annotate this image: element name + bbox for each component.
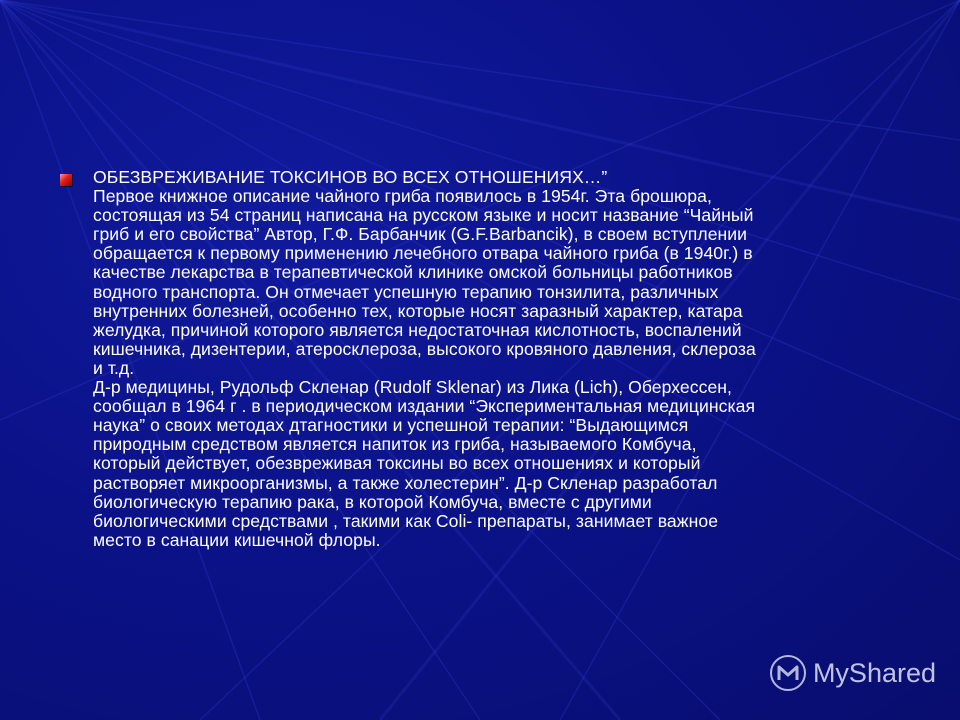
paragraph-text: ОБЕЗВРЕЖИВАНИЕ ТОКСИНОВ ВО ВСЕХ ОТНОШЕНИЯХ…” Первое книжное описание чайного гриба появилось в 1954г. Эта брошюра, состоящая из 54 страниц написана на русском языке и носит название “Чайный гриб и его свойства” Автор, Г.Ф. Барбанчик (G.F.Barbancik), в своем вступлении обращается к первому применению лечебного отвара чайного гриба (в 1940г.) в качестве лекарства в терапевтической клинике омской больницы работников водного транспорта. Он отмечает успешную терапию тонзилита, различных внутренних болезней, особенно тех, которые носят заразный характер, катара желудка, причиной которого является недостаточная кислотность, воспалений кишечника, дизентерии, атеросклероза, высокого кровяного давления, склероза и т.д. Д-р медицины, Рудольф Скленар (Rudolf Sklenar) из Лика (Lich), Оберхессен, сообщал в 1964 г . в периодическом издании “Экспериментальная медицинская наука” о своих методах дтагностики и успешной терапии: “Выдающимся природным средством является напиток из гриба, называемого Комбуча, который действует, обезвреживая токсины во всех отношениях и который растворяет микроорганизмы, а также холестерин”. Д-р Скленар разработал биологическую терапию рака, в которой Комбуча, вместе с другими биологическими средствами , такими как Coli- препараты, занимает важное место в санации кишечной флоры. [93, 167, 756, 550]
slide-body [60, 168, 910, 550]
watermark [769, 654, 936, 692]
bullet-icon [60, 174, 72, 186]
watermark-text: MyShared [812, 657, 936, 688]
bullet-item [60, 168, 910, 550]
myshared-logo-icon [769, 654, 807, 692]
